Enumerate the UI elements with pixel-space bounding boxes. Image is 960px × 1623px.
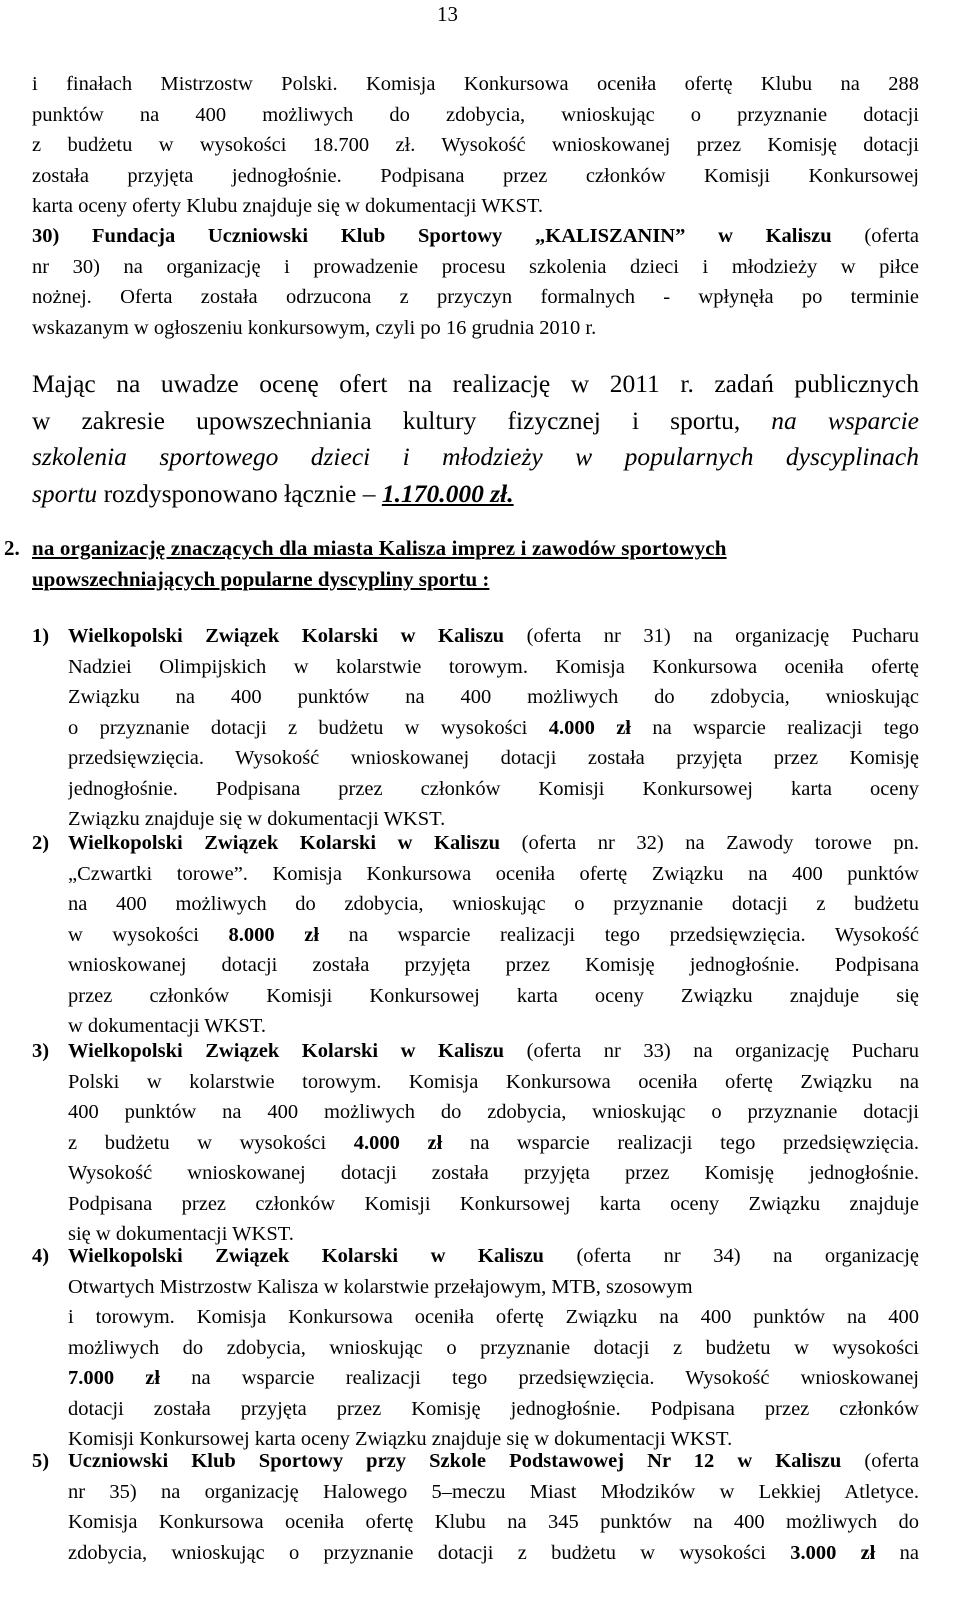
offer-item bbox=[32, 1241, 919, 1455]
text-line: 3) Wielkopolski Związek Kolarski w Kaliszu (oferta nr 33) na organizację Pucharu bbox=[32, 1040, 919, 1062]
offer-item bbox=[32, 1036, 919, 1250]
text-line: 2) Wielkopolski Związek Kolarski w Kaliszu (oferta nr 32) na Zawody torowe pn. bbox=[32, 832, 919, 854]
text-line: 30) Fundacja Uczniowski Klub Sportowy „KALISZANIN” w Kaliszu (oferta bbox=[32, 225, 919, 247]
text-line: i finałach Mistrzostw Polski. Komisja Konkursowa oceniła ofertę Klubu na 288 bbox=[32, 73, 919, 95]
text-line: została przyjęta jednogłośnie. Podpisana przez członków Komisji Konkursowej bbox=[32, 164, 919, 187]
text-line: o przyznanie dotacji z budżetu w wysokości 4.000 zł na wsparcie realizacji tego bbox=[68, 716, 919, 739]
text-line: w wysokości 8.000 zł na wsparcie realizacji tego przedsięwzięcia. Wysokość bbox=[68, 923, 919, 946]
text-line: 5) Uczniowski Klub Sportowy przy Szkole Podstawowej Nr 12 w Kaliszu (oferta bbox=[32, 1450, 919, 1472]
text-line: Komisja Konkursowa oceniła ofertę Klubu na 345 punktów na 400 możliwych do bbox=[68, 1511, 919, 1533]
offer-title: Uczniowski Klub Sportowy przy Szkole Podstawowej Nr 12 w Kaliszu bbox=[68, 1450, 842, 1472]
text-line: na 400 możliwych do zdobycia, wnioskując o przyznanie dotacji z budżetu bbox=[68, 893, 919, 915]
text-line: jednogłośnie. Podpisana przez członków Komisji Konkursowej karta oceny bbox=[68, 777, 919, 800]
text-line: z budżetu w wysokości 4.000 zł na wsparcie realizacji tego przedsięwzięcia. bbox=[68, 1131, 919, 1154]
total-amount: 1.170.000 zł. bbox=[381, 478, 514, 508]
text-line: 1) Wielkopolski Związek Kolarski w Kaliszu (oferta nr 31) na organizację Pucharu bbox=[32, 625, 919, 647]
text-line: 2. na organizację znaczących dla miasta Kalisza imprez i zawodów sportowych bbox=[4, 533, 919, 564]
text-line: nożnej. Oferta została odrzucona z przyczyn formalnych - wpłynęła po terminie bbox=[32, 286, 919, 308]
text-line: się w dokumentacji WKST. bbox=[68, 1223, 294, 1245]
text-line: przez członków Komisji Konkursowej karta oceny Związku znajduje się bbox=[68, 984, 919, 1007]
offer-item bbox=[32, 828, 919, 1042]
page-number: 13 bbox=[437, 2, 458, 26]
intro-paragraph bbox=[32, 69, 919, 222]
offer-title: Wielkopolski Związek Kolarski w Kaliszu bbox=[68, 832, 501, 854]
amount: 3.000 zł bbox=[790, 1541, 876, 1564]
text-line: Związku na 400 punktów na 400 możliwych do zdobycia, wnioskując bbox=[68, 686, 919, 708]
text-line: przedsięwzięcia. Wysokość wnioskowanej dotacji została przyjęta przez Komisję bbox=[68, 747, 919, 769]
text-line: w zakresie upowszechniania kultury fizycznej i sportu, na wsparcie bbox=[32, 405, 919, 435]
offer-30-title: 30) Fundacja Uczniowski Klub Sportowy „KALISZANIN” w Kaliszu bbox=[32, 225, 832, 247]
text-line: dotacji została przyjęta przez Komisję jednogłośnie. Podpisana przez członków bbox=[68, 1397, 919, 1420]
offer-30-paragraph bbox=[32, 221, 919, 343]
text-line: Polski w kolarstwie torowym. Komisja Konkursowa oceniła ofertę Związku na bbox=[68, 1070, 919, 1093]
text-line: wnioskowanej dotacji została przyjęta przez Komisję jednogłośnie. Podpisana bbox=[68, 954, 919, 976]
section-2-heading bbox=[4, 533, 919, 594]
text-line: Wysokość wnioskowanej dotacji została przyjęta przez Komisję jednogłośnie. bbox=[68, 1162, 919, 1184]
text-line: punktów na 400 możliwych do zdobycia, wnioskując o przyznanie dotacji bbox=[32, 103, 919, 126]
text-line: Podpisana przez członków Komisji Konkursowej karta oceny Związku znajduje bbox=[68, 1192, 919, 1215]
offer-item bbox=[32, 621, 919, 835]
text-line: „Czwartki torowe”. Komisja Konkursowa oceniła ofertę Związku na 400 punktów bbox=[68, 862, 919, 885]
text-line: w dokumentacji WKST. bbox=[68, 1015, 266, 1037]
text-line: 7.000 zł na wsparcie realizacji tego przedsięwzięcia. Wysokość wnioskowanej bbox=[68, 1367, 919, 1389]
text-line: możliwych do zdobycia, wnioskując o przyznanie dotacji z budżetu w wysokości bbox=[68, 1336, 919, 1359]
summary-paragraph bbox=[32, 366, 919, 512]
text-line: wskazanym w ogłoszeniu konkursowym, czyli po 16 grudnia 2010 r. bbox=[32, 316, 597, 339]
amount: 4.000 zł bbox=[353, 1131, 443, 1154]
amount: 4.000 zł bbox=[548, 716, 632, 739]
text-line: nr 35) na organizację Halowego 5–meczu Miast Młodzików w Lekkiej Atletyce. bbox=[68, 1480, 919, 1503]
text-line: karta oceny oferty Klubu znajduje się w dokumentacji WKST. bbox=[32, 195, 544, 217]
text-line: i torowym. Komisja Konkursowa oceniła ofertę Związku na 400 punktów na 400 bbox=[68, 1306, 919, 1328]
text-line: 400 punktów na 400 możliwych do zdobycia, wnioskując o przyznanie dotacji bbox=[68, 1101, 919, 1123]
amount: 8.000 zł bbox=[228, 923, 320, 946]
text-line: z budżetu w wysokości 18.700 zł. Wysokość wnioskowanej przez Komisję dotacji bbox=[32, 134, 919, 156]
text-line: Związku znajduje się w dokumentacji WKST. bbox=[68, 808, 446, 830]
offer-title: Wielkopolski Związek Kolarski w Kaliszu bbox=[68, 1245, 544, 1267]
text-line: Nadziei Olimpijskich w kolarstwie torowym. Komisja Konkursowa oceniła ofertę bbox=[68, 655, 919, 678]
text-line: 4) Wielkopolski Związek Kolarski w Kaliszu (oferta nr 34) na organizację bbox=[32, 1245, 919, 1267]
text-line: Komisji Konkursowej karta oceny Związku znajduje się w dokumentacji WKST. bbox=[68, 1428, 733, 1450]
text-line: zdobycia, wnioskując o przyznanie dotacji z budżetu w wysokości 3.000 zł na bbox=[68, 1541, 919, 1564]
amount: 7.000 zł bbox=[68, 1367, 161, 1389]
offer-title: Wielkopolski Związek Kolarski w Kaliszu bbox=[68, 1040, 505, 1062]
offer-title: Wielkopolski Związek Kolarski w Kaliszu bbox=[68, 625, 505, 647]
text-line: upowszechniających popularne dyscypliny sportu : bbox=[32, 566, 490, 591]
section-number: 2. bbox=[4, 536, 20, 560]
offer-item bbox=[32, 1446, 919, 1568]
text-line: Otwartych Mistrzostw Kalisza w kolarstwie przełajowym, MTB, szosowym bbox=[68, 1275, 693, 1298]
text-line: szkolenia sportowego dzieci i młodzieży w popularnych dyscyplinach bbox=[32, 442, 919, 471]
text-line: sportu rozdysponowano łącznie – 1.170.000 zł. bbox=[32, 478, 514, 508]
text-line: nr 30) na organizację i prowadzenie procesu szkolenia dzieci i młodzieży w piłce bbox=[32, 255, 919, 278]
text-line: Mając na uwadze ocenę ofert na realizację w 2011 r. zadań publicznych bbox=[32, 369, 919, 398]
